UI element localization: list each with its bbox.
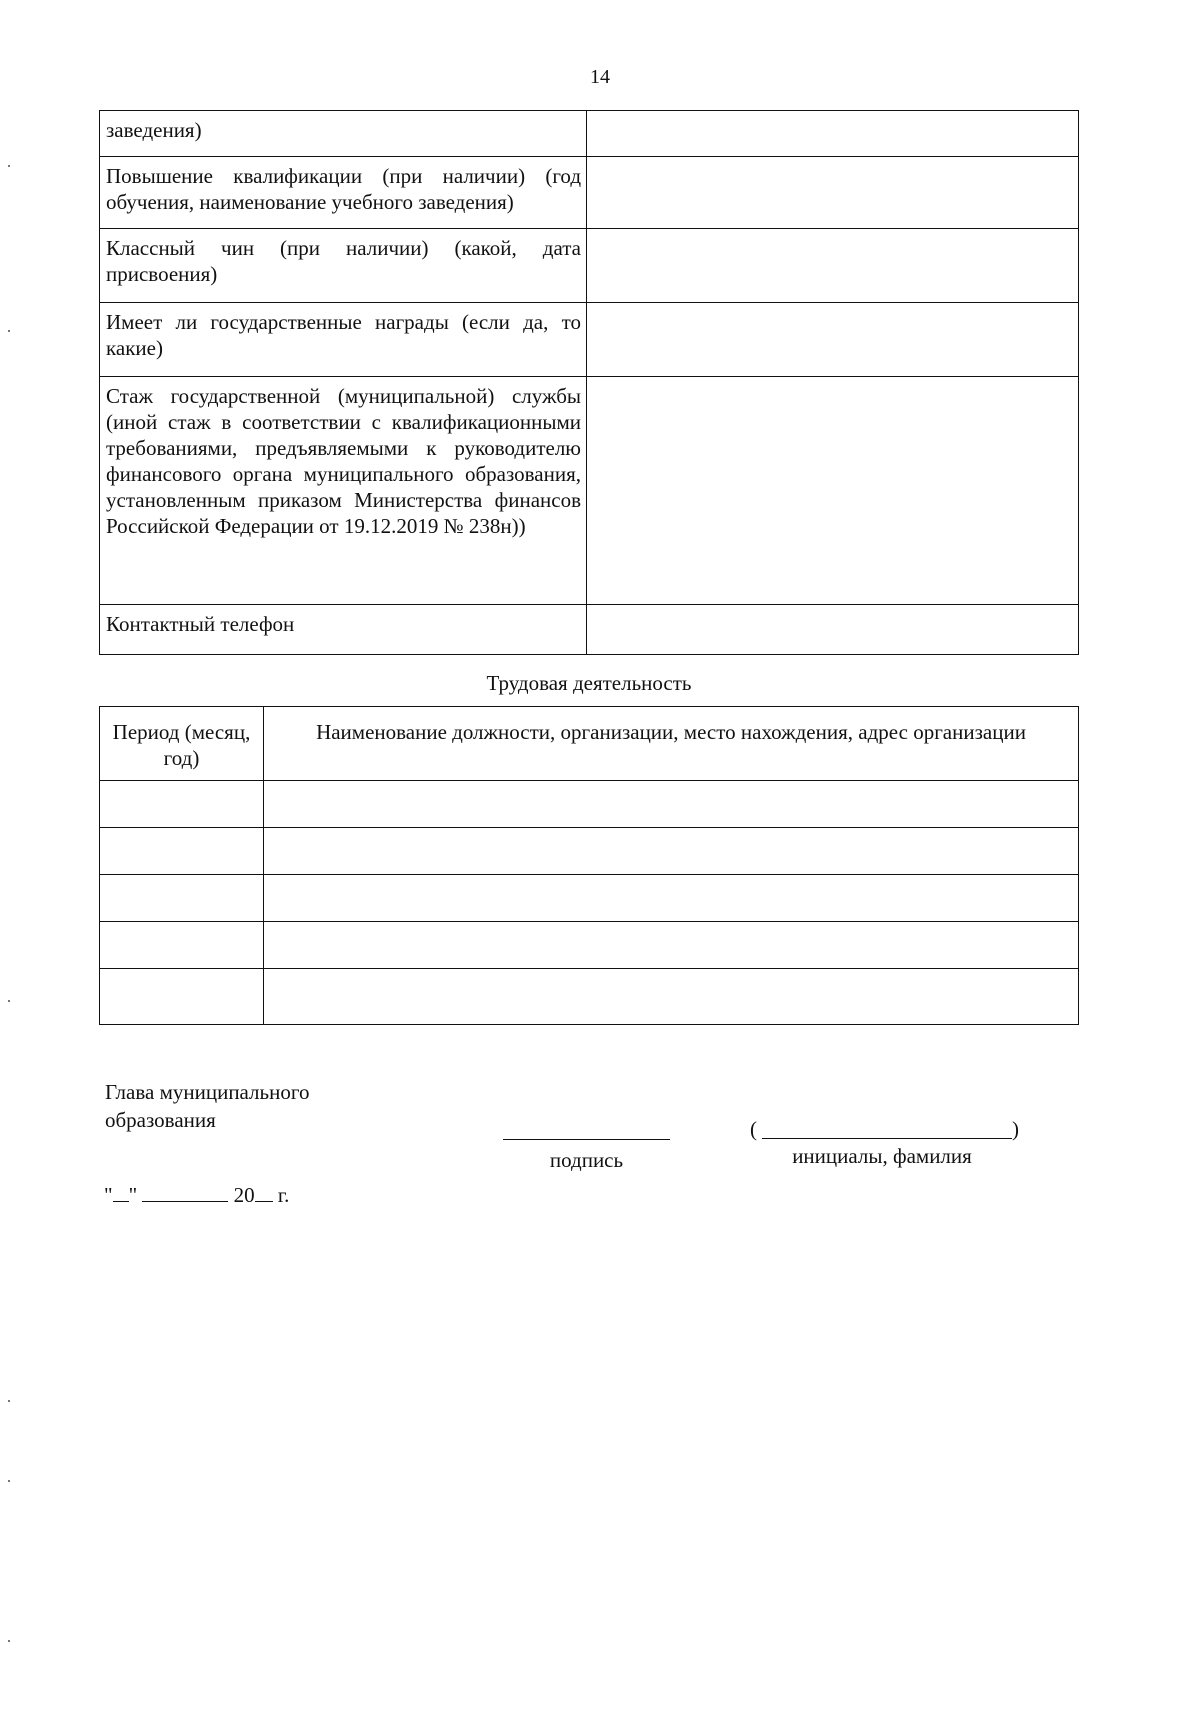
official-title (105, 1078, 309, 1134)
period-cell (100, 781, 264, 828)
date-month-blank (142, 1181, 228, 1202)
margin-mark (8, 165, 10, 167)
table-row (100, 377, 1079, 605)
position-cell (264, 969, 1079, 1025)
table-row (100, 157, 1079, 229)
position-cell (264, 828, 1079, 875)
date-suffix: г. (277, 1183, 290, 1207)
row-value-class-rank (587, 229, 1079, 303)
column-header-position: Наименование должности, организации, место нахождения, адрес организации (264, 707, 1079, 781)
table-row (100, 875, 1079, 922)
row-value-phone (587, 605, 1079, 655)
date-line (104, 1181, 289, 1208)
row-label-qualification: Повышение квалификации (при наличии) (год обучения, наименование учебного заведения) (100, 157, 587, 229)
margin-mark (8, 1400, 10, 1402)
official-title-line2: образования (105, 1108, 216, 1132)
table-row (100, 229, 1079, 303)
position-cell (264, 875, 1079, 922)
date-quote-open: " (104, 1183, 113, 1207)
row-label-class-rank: Классный чин (при наличии) (какой, дата присвоения) (100, 229, 587, 303)
date-year-blank (255, 1181, 273, 1202)
row-value-service-length (587, 377, 1079, 605)
row-value-education-end (587, 111, 1079, 157)
official-title-line1: Глава муниципального (105, 1080, 310, 1104)
page-number: 14 (590, 66, 610, 88)
period-cell (100, 922, 264, 969)
row-label-phone: Контактный телефон (100, 605, 587, 655)
position-cell (264, 922, 1079, 969)
applicant-info-table (99, 110, 1079, 655)
row-label-education-end: заведения) (100, 111, 587, 157)
margin-mark (8, 1000, 10, 1002)
period-cell (100, 828, 264, 875)
date-day-blank (113, 1181, 129, 1202)
position-cell (264, 781, 1079, 828)
signature-line (503, 1139, 670, 1140)
table-row (100, 781, 1079, 828)
row-value-qualification (587, 157, 1079, 229)
table-row (100, 922, 1079, 969)
work-history-title: Трудовая деятельность (486, 671, 692, 695)
name-open-paren: ( (750, 1117, 757, 1141)
margin-mark (8, 1480, 10, 1482)
signature-caption: подпись (549, 1148, 624, 1172)
margin-mark (8, 1640, 10, 1642)
period-cell (100, 875, 264, 922)
table-row (100, 969, 1079, 1025)
name-close-paren: ) (1012, 1117, 1019, 1141)
table-row (100, 303, 1079, 377)
period-cell (100, 969, 264, 1025)
date-quote-close: " (128, 1183, 138, 1207)
work-history-table (99, 706, 1079, 1025)
table-header-row (100, 707, 1079, 781)
row-label-service-length: Стаж государственной (муниципальной) службы (иной стаж в соответствии с квалификационными требованиями, предъявляемыми к руководителю финансового органа муниципального образования, установленным приказом Министерства финансов Российской Федерации от 19.12.2019 № 238н)) (100, 377, 587, 605)
table-row (100, 605, 1079, 655)
name-caption: инициалы, фамилия (792, 1144, 972, 1168)
column-header-period: Период (месяц, год) (100, 707, 264, 781)
date-year-prefix: 20 (233, 1183, 255, 1207)
name-line (762, 1138, 1012, 1139)
table-row (100, 111, 1079, 157)
margin-mark (8, 330, 10, 332)
row-label-awards: Имеет ли государственные награды (если да, то какие) (100, 303, 587, 377)
table-row (100, 828, 1079, 875)
row-value-awards (587, 303, 1079, 377)
